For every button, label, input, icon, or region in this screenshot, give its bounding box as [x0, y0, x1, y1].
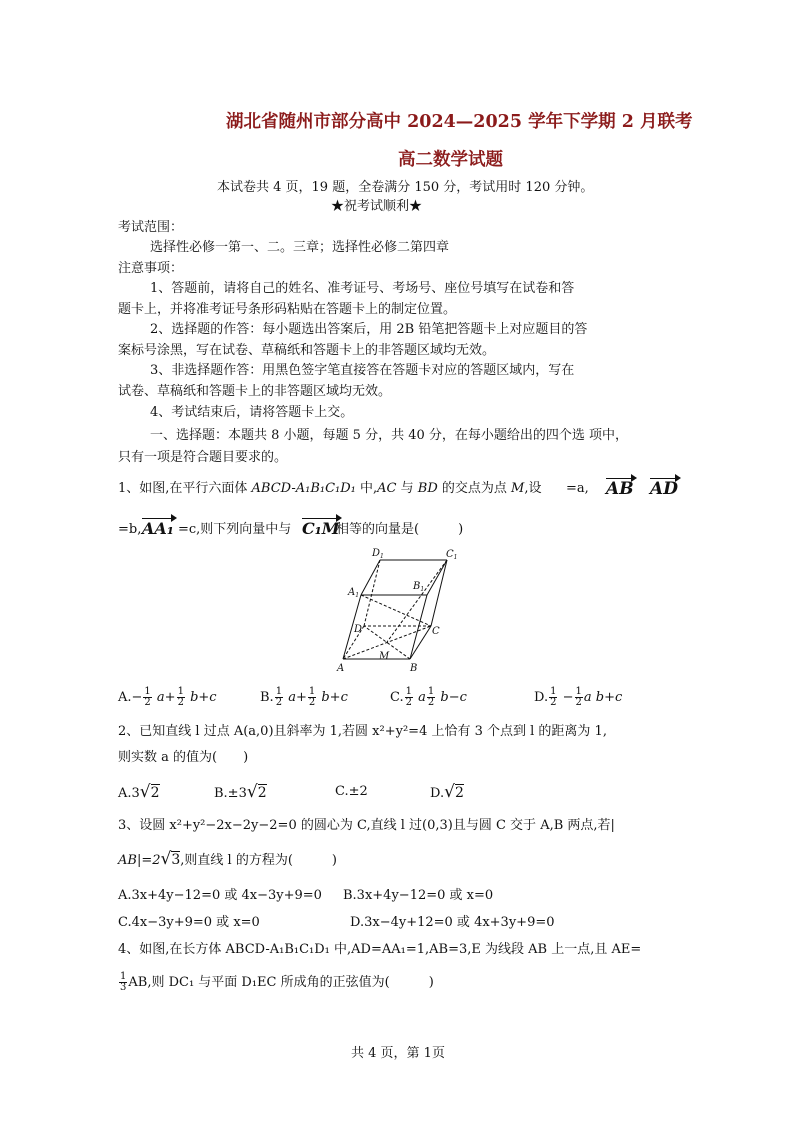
question-2-prompt: 则实数 a 的值为( ): [118, 750, 249, 765]
question-3-text: 3、设圆 x²+y²−2x−2y−2=0 的圆心为 C,直线 l 过(0,3)且与圆 C 交于 A,B 两点,若|: [118, 818, 615, 833]
note-1-cont: 题卡上，并将准考证号条形码粘贴在答题卡上的制定位置。: [118, 302, 457, 317]
exam-info: 本试卷共 4 页，19 题，全卷满分 150 分，考试用时 120 分钟。: [217, 180, 594, 195]
label-a: A: [337, 663, 345, 674]
vector-aa1-label: AA₁: [142, 519, 174, 538]
q3-option-c: C.4x−3y+9=0 或 x=0: [118, 915, 260, 930]
note-3: 3、非选择题作答：用黑色签字笔直接答在答题卡对应的答题区域内，写在: [150, 363, 575, 378]
scope-label: 考试范围：: [118, 220, 184, 235]
edge-c1c: [431, 560, 447, 626]
q1-question-end: 相等的向量是( ): [336, 522, 464, 537]
q1-eq-c: =c,则下列向量中与: [178, 522, 292, 537]
q1-option-a: A.− $\frac{1}{2}$ a+ $\frac{1}{2}$ b+c: [118, 686, 217, 708]
q1-ac: AC: [377, 481, 397, 496]
page-footer: 共 4 页，第 1页: [351, 1046, 445, 1061]
q1-part: 1、如图,在平行六面体: [118, 481, 252, 496]
q1-part: 中,: [355, 481, 378, 496]
section-instruction: 只有一项是符合题目要求的。: [118, 450, 288, 465]
exam-subtitle: 高二数学试题: [398, 150, 503, 170]
q1-bd: BD: [417, 481, 438, 496]
q1-eq-a: =a,: [566, 481, 589, 496]
q2-option-b: B.±3√2: [214, 782, 267, 802]
label-d1: $D_1$: [372, 548, 384, 560]
question-4-prompt: $\frac{1}{3}$ AB,则 DC₁ 与平面 D₁EC 所成角的正弦值为( ): [120, 971, 434, 993]
edge-a1d1: [361, 560, 380, 595]
q1-option-b: B. $\frac{1}{2}$ a+ $\frac{1}{2}$ b+c: [260, 686, 348, 708]
question-3-prompt: AB|=2√3,则直线 l 的方程为( ): [118, 849, 337, 869]
exam-title: 湖北省随州市部分高中 2024—2025 学年下学期 2 月联考: [226, 112, 693, 132]
vector-ab: [606, 479, 634, 499]
vector-ad-label: AD: [650, 479, 678, 499]
label-c1: $C_1$: [446, 549, 458, 561]
edge-c1b1: [427, 560, 447, 595]
q2-option-c: C.±2: [335, 784, 368, 799]
edge-d1d: [364, 560, 380, 626]
q2-option-d: D.√2: [430, 782, 464, 802]
q1-part: 的交点为点: [437, 481, 512, 496]
label-d: D: [354, 624, 363, 635]
note-2-cont: 案标号涂黑，写在试卷、草稿纸和答题卡上的非答题区域均无效。: [118, 343, 496, 358]
note-4: 4、考试结束后，请将答题卡上交。: [150, 405, 354, 420]
q1-option-c: C. $\frac{1}{2}$ a $\frac{1}{2}$ b−c: [390, 686, 467, 708]
notes-label: 注意事项：: [118, 261, 184, 276]
vector-aa1: [142, 519, 174, 538]
question-2-text: 2、已知直线 l 过点 A(a,0)且斜率为 1,若圆 x²+y²=4 上恰有 3 个点到 l 的距离为 1,: [118, 724, 607, 739]
label-b1: $B_1$: [413, 581, 425, 593]
q1-eq-b: =b,: [118, 522, 142, 537]
q3-option-b: B.3x+4y−12=0 或 x=0: [343, 888, 494, 903]
q3-option-a: A.3x+4y−12=0 或 4x−3y+9=0: [118, 888, 322, 903]
note-1: 1、答题前，请将自己的姓名、准考证号、考场号、座位号填写在试卷和答: [150, 281, 575, 296]
q1-part: ,设: [524, 481, 542, 496]
question-1-text: [118, 481, 541, 497]
scope-content: 选择性必修一第一、二。三章；选择性必修二第四章: [150, 240, 450, 255]
q1-part: 与: [396, 481, 418, 496]
note-3-cont: 试卷、草稿纸和答题卡上的非答题区域均无效。: [118, 384, 392, 399]
q1-solid: ABCD-A₁B₁C₁D₁: [251, 481, 356, 496]
edge-bc: [410, 626, 431, 659]
label-b: B: [410, 663, 418, 674]
q3-option-d: D.3x−4y+12=0 或 4x+3y+9=0: [350, 915, 555, 930]
q1-option-d: D. $\frac{1}{2}$ − $\frac{1}{2}$ a b+c: [534, 686, 623, 708]
vector-c1m-label: C₁M: [302, 519, 340, 538]
segment-a1c: [361, 595, 431, 626]
parallelepiped-figure: [330, 546, 465, 676]
q1-m: M: [511, 481, 525, 496]
edge-b1b: [410, 595, 427, 659]
exam-wish: ★祝考试顺利★: [331, 199, 423, 214]
label-m: M: [379, 651, 390, 662]
label-c: C: [432, 626, 440, 637]
vector-c1m: [302, 519, 339, 538]
vector-ab-label: AB: [606, 479, 634, 499]
vector-ad: [650, 479, 678, 499]
label-a1: $A_1$: [348, 587, 360, 599]
question-4-text: 4、如图,在长方体 ABCD-A₁B₁C₁D₁ 中,AD=AA₁=1,AB=3,E 为线段 AB 上一点,且 AE=: [118, 942, 642, 957]
section-heading: 一、选择题：本题共 8 小题，每题 5 分，共 40 分，在每小题给出的四个选 项中，: [150, 428, 629, 443]
q2-option-a: A.3√2: [118, 782, 160, 802]
note-2: 2、选择题的作答：每小题选出答案后，用 2B 铅笔把答题卡上对应题目的答: [150, 322, 588, 337]
